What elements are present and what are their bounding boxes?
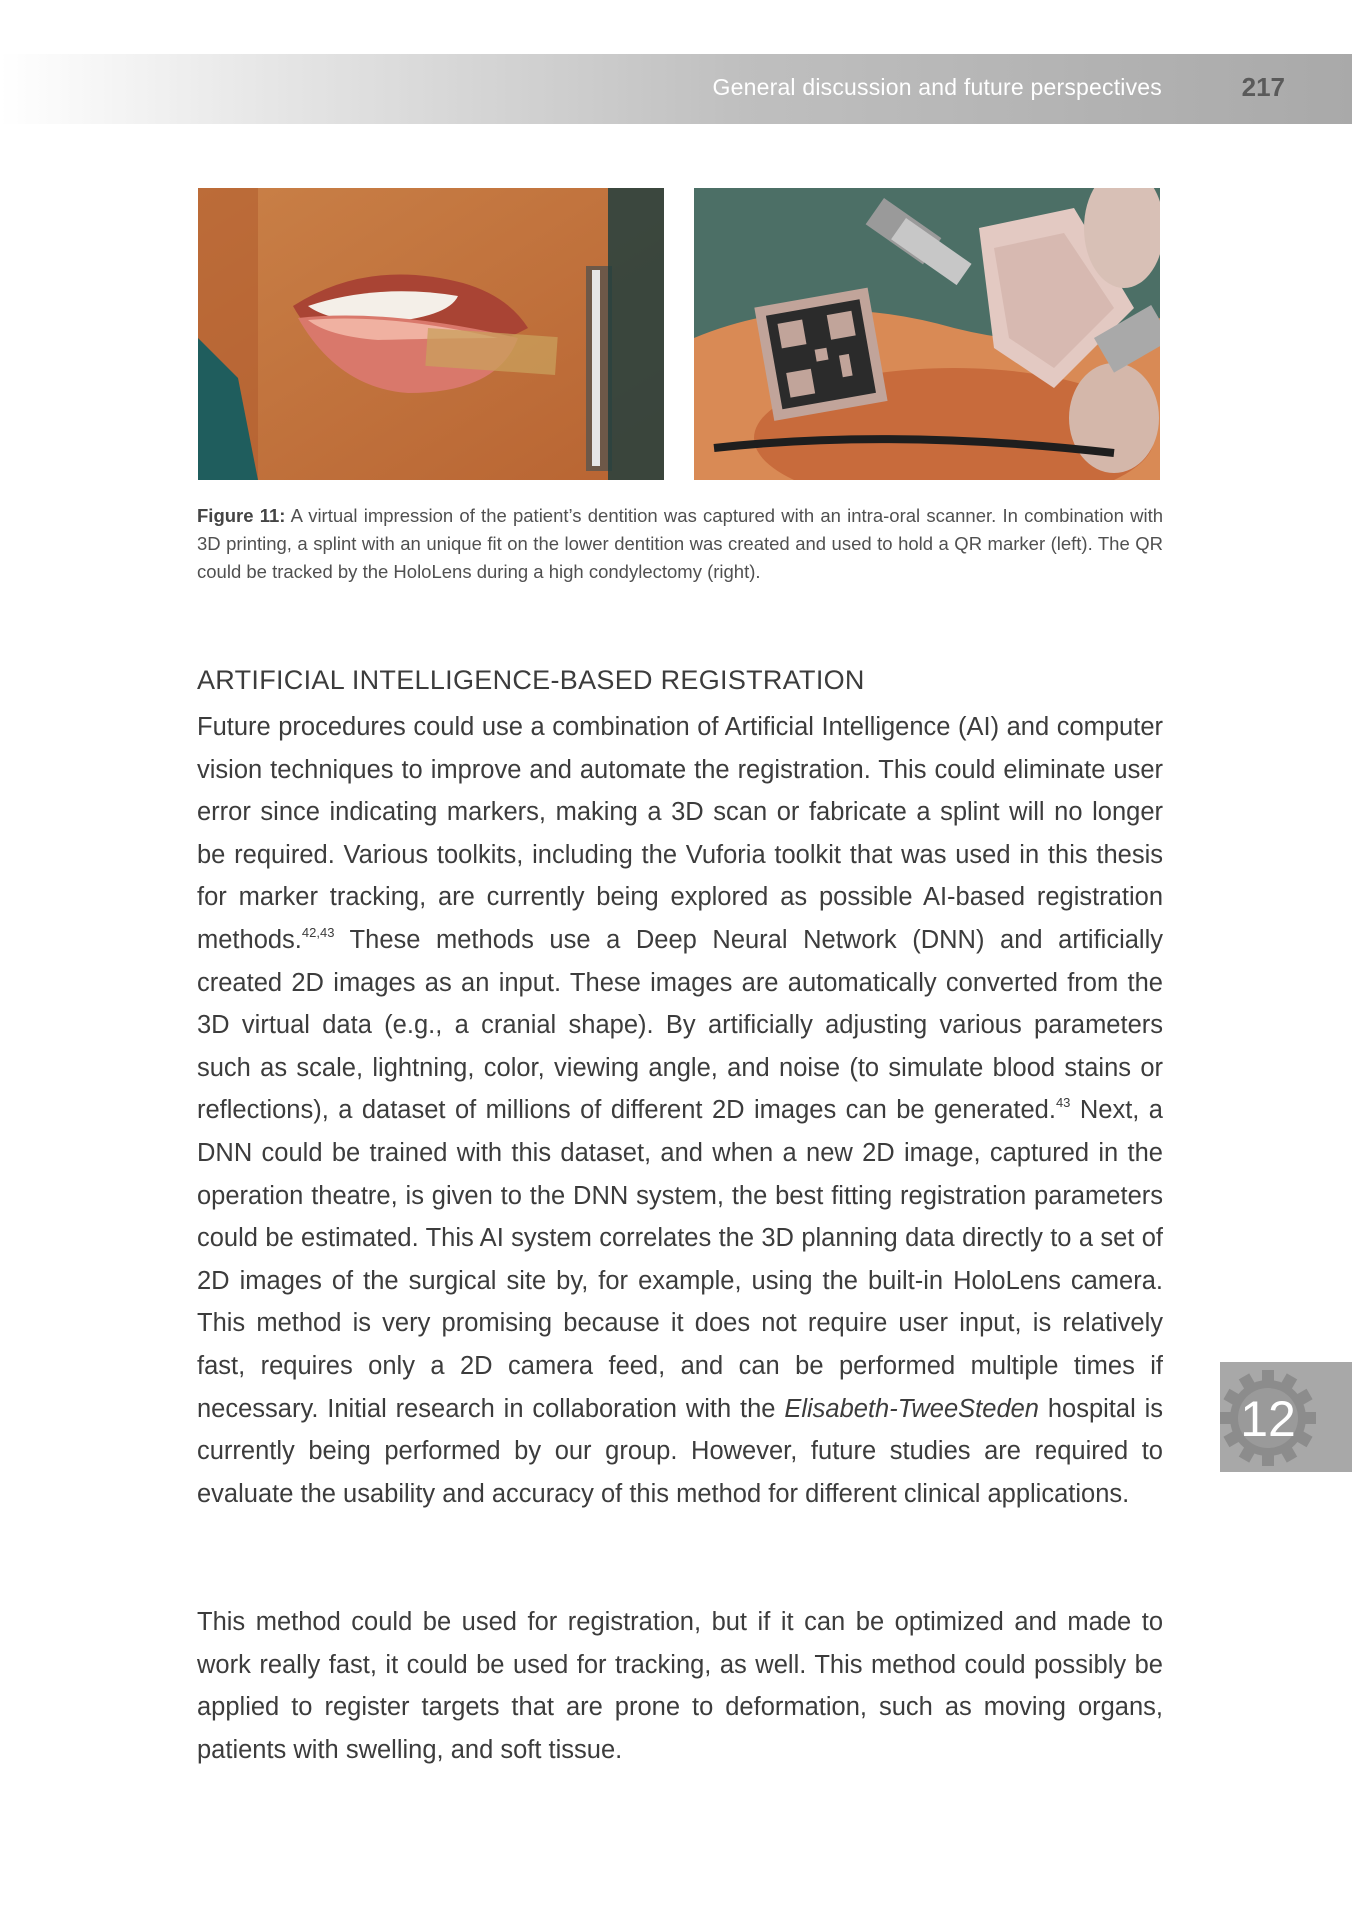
body-paragraph-1 bbox=[197, 706, 1163, 1515]
figure-caption bbox=[197, 502, 1163, 586]
body-paragraph-2 bbox=[197, 1601, 1163, 1771]
section-heading: ARTIFICIAL INTELLIGENCE-BASED REGISTRATION bbox=[197, 665, 865, 695]
caption-label: Figure 11: bbox=[197, 505, 286, 526]
caption-text: A virtual impression of the patient’s dentition was captured with an intra-oral scanner. In combination with 3D printing, a splint with an unique fit on the lower dentition was created and used to hold a QR marker (left). The QR could be tracked by the HoloLens during a high condylectomy (right). bbox=[197, 505, 1163, 582]
photo-qr-marker-splint bbox=[198, 188, 664, 480]
citation-ref: 42,43 bbox=[301, 924, 335, 940]
chapter-number: 12 bbox=[1240, 1391, 1296, 1447]
paragraph-1-part-c: Next, a DNN could be trained with this dataset, and when a new 2D image, captured in the operation theatre, is given to the DNN system, the best fitting registration parameters could be estimated. This AI system correlates the 3D planning data directly to a set of 2D images of the surgical site by, for example, using the built-in HoloLens camera. This method is very promising because it does not require user input, is relatively fast, requires only a 2D camera feed, and can be performed multiple times if necessary. Initial research in collaboration with the bbox=[197, 1096, 1163, 1423]
chapter-gear-badge bbox=[1216, 1366, 1320, 1470]
running-title: General discussion and future perspectives bbox=[712, 74, 1162, 100]
paragraph-1-part-a: Future procedures could use a combination of Artificial Intelligence (AI) and computer vision techniques to improve and automate the registration. This could eliminate user error since indicating markers, making a 3D scan or fabricate a splint will no longer be required. Various toolkits, including the Vuforia toolkit that was used in this thesis for marker tracking, are currently being explored as possible AI-based registration methods. bbox=[197, 713, 1163, 954]
page-number: 217 bbox=[1241, 72, 1285, 102]
paragraph-1-part-d: hospital is currently being performed by our group. However, future studies are required to evaluate the usability and accuracy of this method for different clinical applications. bbox=[197, 1394, 1163, 1508]
paragraph-2-text: This method could be used for registration, but if it can be optimized and made to work really fast, it could be used for tracking, as well. This method could possibly be applied to register targets that are prone to deformation, such as moving organs, patients with swelling, and soft tissue. bbox=[197, 1608, 1163, 1764]
citation-ref: 43 bbox=[1055, 1095, 1071, 1111]
figure-11 bbox=[198, 188, 1160, 480]
paragraph-1-part-b: These methods use a Deep Neural Network (DNN) and artificially created 2D images as an input. These images are automatically converted from the 3D virtual data (e.g., a cranial shape). By artificially adjusting various parameters such as scale, lightning, color, viewing angle, and noise (to simulate blood stains or reflections), a dataset of millions of different 2D images can be generated. bbox=[197, 925, 1163, 1125]
photo-hololens-condylectomy bbox=[694, 188, 1160, 480]
hospital-name: Elisabeth-TweeSteden bbox=[784, 1394, 1039, 1423]
